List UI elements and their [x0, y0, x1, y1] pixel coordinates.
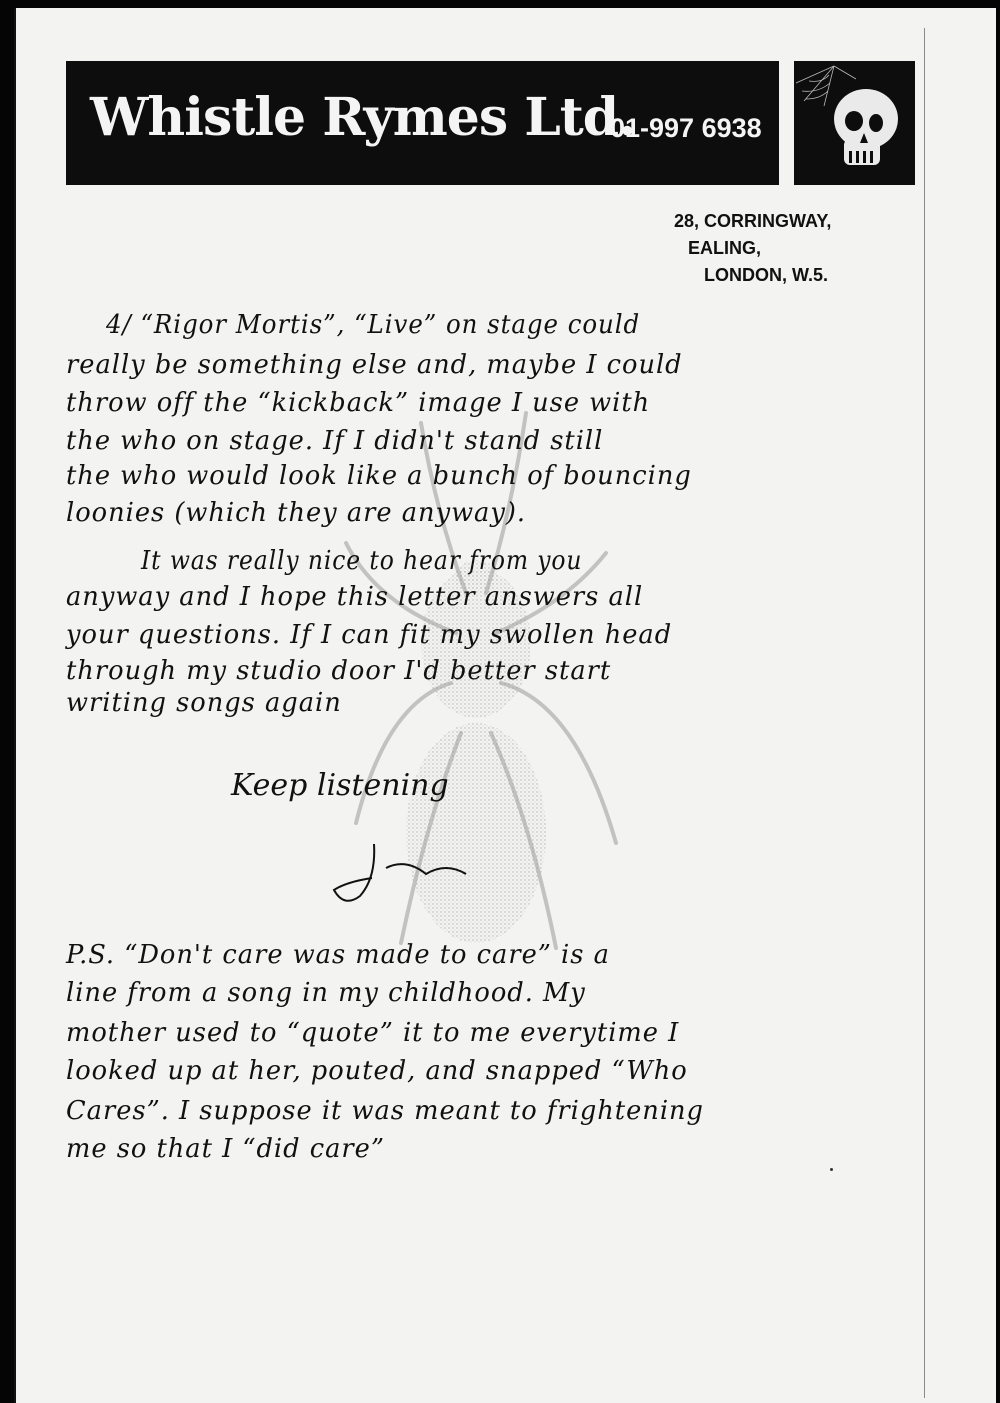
postscript-line-3: mother used to “quote” it to me everytime I — [66, 1018, 680, 1048]
paragraph-1-line-3: throw off the “kickback” image I use with — [66, 388, 651, 418]
return-address — [674, 208, 831, 289]
postscript-line-1: P.S. “Don't care was made to care” is a — [66, 940, 610, 970]
closing-text: Keep listening — [231, 768, 449, 803]
paragraph-2-line-1: It was really nice to hear from you — [141, 546, 583, 576]
postscript-line-5: Cares”. I suppose it was meant to frightening — [66, 1096, 704, 1126]
company-name: Whistle Rymes Ltd. — [90, 87, 636, 148]
address-line-3: LONDON, W.5. — [704, 265, 829, 285]
paragraph-1-line-2: really be something else and, maybe I could — [66, 350, 683, 380]
skull-with-cobweb-icon — [794, 61, 915, 185]
address-line-2: EALING, — [688, 238, 762, 258]
paragraph-2-line-5: writing songs again — [66, 688, 342, 718]
paragraph-2-line-4: through my studio door I'd better start — [66, 656, 612, 686]
phone-number: 01-997 6938 — [610, 113, 762, 143]
scan-speck — [830, 1168, 833, 1171]
letter-page — [14, 8, 996, 1403]
address-line-1: 28, CORRINGWAY, — [674, 211, 832, 231]
paragraph-2-line-2: anyway and I hope this letter answers all — [66, 582, 644, 612]
paragraph-1-line-1: 4/ “Rigor Mortis”, “Live” on stage could — [106, 310, 641, 340]
postscript-line-6: me so that I “did care” — [66, 1134, 385, 1164]
postscript-line-4: looked up at her, pouted, and snapped “Who — [66, 1056, 688, 1086]
paragraph-1-line-6: loonies (which they are anyway). — [66, 498, 527, 528]
letterhead-banner — [66, 61, 779, 185]
paragraph-1-line-4: the who on stage. If I didn't stand still — [66, 426, 604, 456]
paragraph-1-line-5: the who would look like a bunch of bouncing — [66, 461, 692, 491]
postscript-line-2: line from a song in my childhood. My — [66, 978, 586, 1008]
page-edge-line — [924, 28, 925, 1398]
paragraph-2-line-3: your questions. If I can fit my swollen head — [66, 620, 673, 650]
